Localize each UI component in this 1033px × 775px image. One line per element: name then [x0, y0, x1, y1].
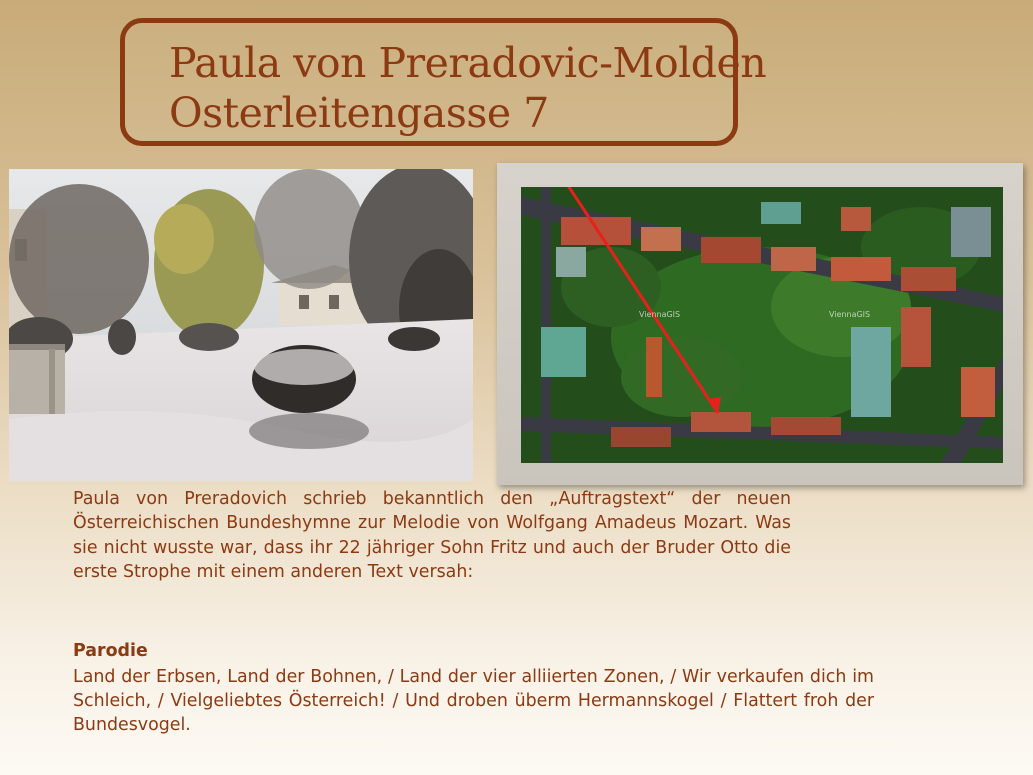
aerial-map [521, 187, 1003, 463]
title-box [120, 18, 767, 146]
map-watermark-1: ViennaGIS [639, 310, 681, 319]
garden-photo [9, 169, 473, 481]
map-watermark-2: ViennaGIS [829, 310, 871, 319]
parodie-heading: Parodie [73, 641, 148, 661]
title-address: Osterleitengasse 7 [169, 89, 549, 137]
intro-paragraph: Paula von Preradovich schrieb bekanntlich den „Auftragstext“ der neuen Österreichischen Bundeshymne zur Melodie von Wolfgang Amadeus Mozart. Was sie nicht wusste war, dass ihr 22 jähriger Sohn Fritz und auch der Bruder Otto die erste Strophe mit einem anderen Text versah: [73, 489, 791, 583]
aerial-map-frame [497, 163, 1023, 485]
parodie-text: Land der Erbsen, Land der Bohnen, / Land der vier alliierten Zonen, / Wir verkaufen dich im Schleich, / Vielgeliebtes Österreich! / Und droben überm Hermannskogel / Flattert froh der Bundesvogel. [73, 667, 874, 736]
title-name: Paula von Preradovic-Molden [169, 39, 767, 87]
